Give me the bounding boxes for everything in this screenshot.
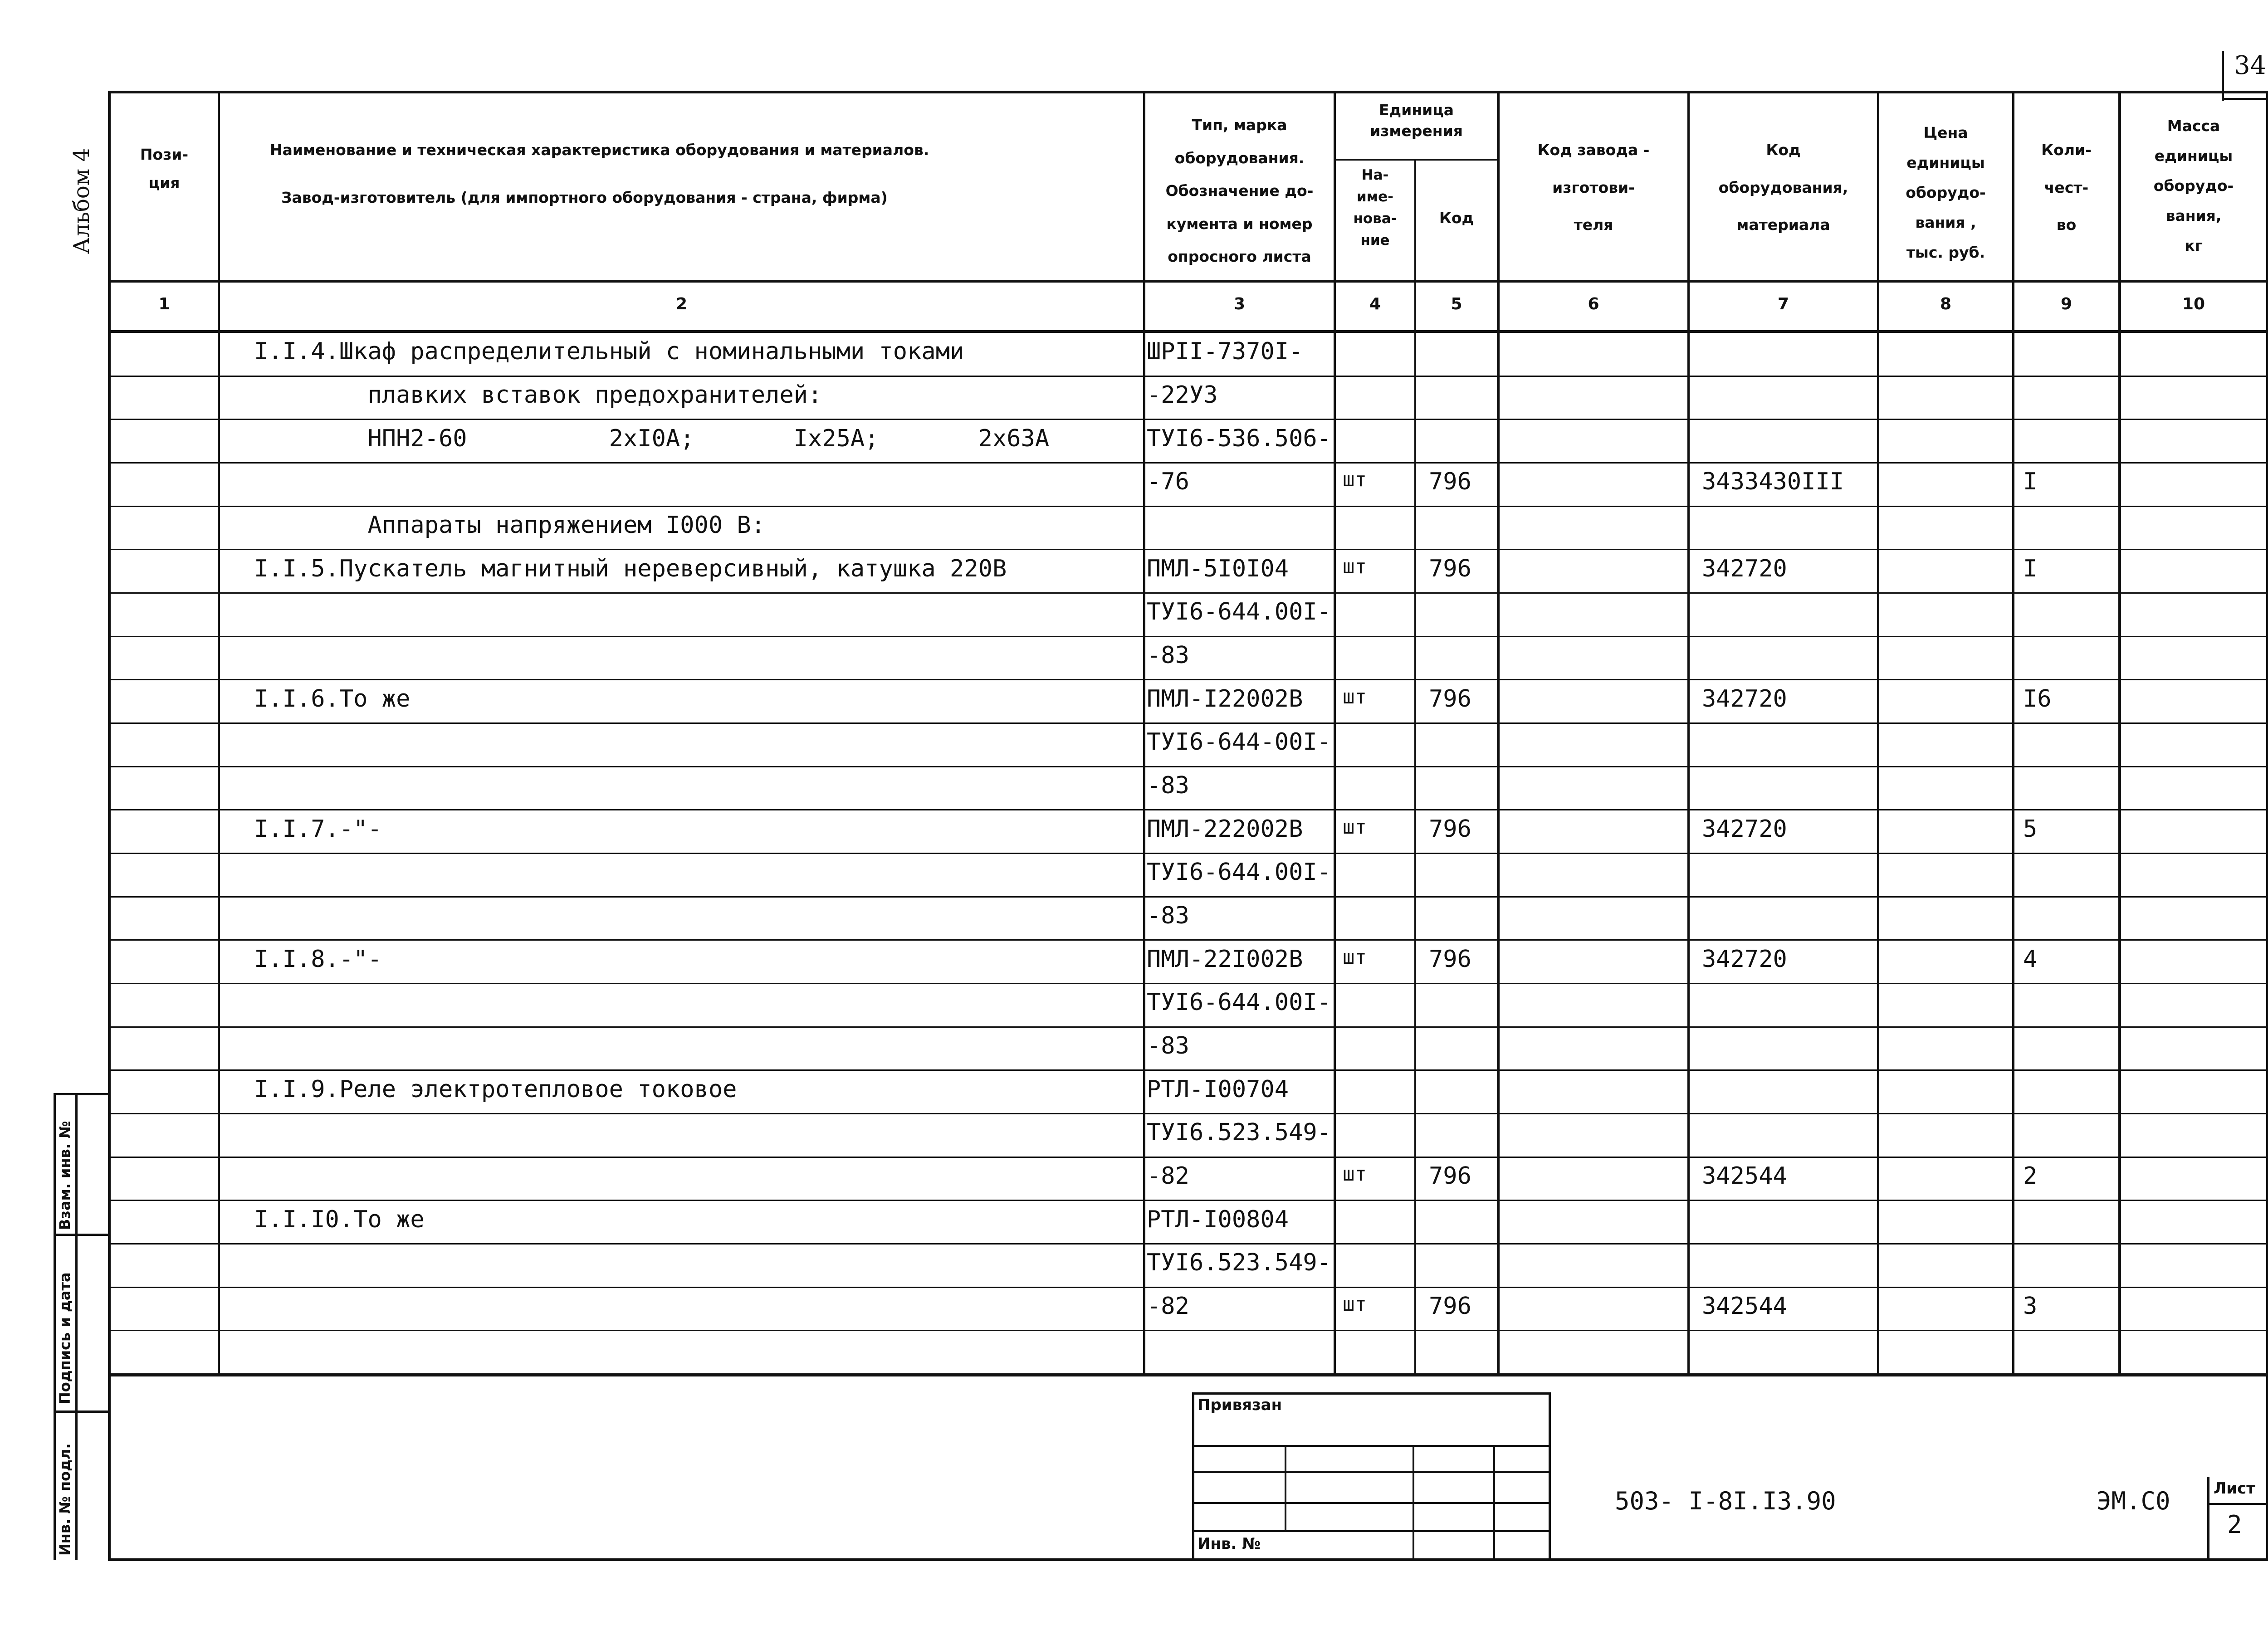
header-quantity: Коли- чест- во — [2041, 141, 2092, 234]
column-number: 4 — [1369, 295, 1381, 313]
header-mass: Масса единицы оборудо- вания, кг — [2153, 117, 2234, 254]
item-type: ПМЛ-5I0I04 — [1147, 555, 1289, 582]
item-type: -76 — [1147, 468, 1189, 495]
item-name: I.I.9.Реле электротепловое токовое — [254, 1076, 737, 1103]
item-type: ТУI6-644.00I- — [1147, 598, 1331, 625]
quantity: I — [2023, 555, 2038, 582]
item-name: I.I.4.Шкаф распределительный с номинальными токами — [254, 338, 964, 365]
item-name: I.I.I0.То же — [254, 1206, 425, 1233]
column-number: 9 — [2060, 295, 2072, 313]
header-plant-code: Код завода - изготови- теля — [1537, 141, 1650, 234]
unit-code: 796 — [1429, 468, 1471, 495]
equipment-code: 342544 — [1702, 1293, 1787, 1320]
column-number: 6 — [1588, 295, 1599, 313]
item-type: ПМЛ-222002В — [1147, 815, 1303, 843]
equipment-code: 342720 — [1702, 555, 1787, 582]
item-type: ПМЛ-22I002В — [1147, 946, 1303, 973]
quantity: I6 — [2023, 685, 2052, 713]
inv-no-label: Инв. № — [1198, 1535, 1261, 1553]
side-label-vzam: Взам. инв. № — [56, 1121, 73, 1230]
unit-name: шт — [1343, 685, 1367, 708]
item-type: ТУI6-644-00I- — [1147, 728, 1331, 756]
header-position: Пози- ция — [140, 146, 189, 192]
item-type: ТУI6-644.00I- — [1147, 859, 1331, 886]
header-equipment-code: Код оборудования, материала — [1718, 141, 1848, 234]
column-number: 3 — [1233, 295, 1246, 313]
item-type: -83 — [1147, 772, 1189, 799]
unit-code: 796 — [1429, 1293, 1471, 1320]
item-type: ТУI6-644.00I- — [1147, 989, 1331, 1016]
column-number: 8 — [1940, 295, 1952, 313]
sheet-number-top: 34 — [2234, 51, 2267, 80]
item-type: -82 — [1147, 1162, 1189, 1190]
sheet-value: 2 — [2227, 1510, 2242, 1539]
unit-code: 796 — [1429, 685, 1471, 713]
quantity: 4 — [2023, 946, 2038, 973]
unit-name: шт — [1343, 555, 1367, 578]
unit-name: шт — [1343, 815, 1367, 839]
item-type: ТУI6.523.549- — [1147, 1249, 1331, 1276]
equipment-code: 3433430III — [1702, 468, 1844, 495]
item-type: -83 — [1147, 1032, 1189, 1059]
document-code: 503- I-8I.I3.90 — [1615, 1487, 1836, 1515]
item-type: -22У3 — [1147, 381, 1218, 409]
header-unit-group: Единица измерения — [1370, 101, 1463, 140]
header-name-line1: Наименование и техническая характеристика оборудования и материалов. — [270, 141, 929, 159]
item-name: НПН2-60 2xI0A; Ix25A; 2x63A — [254, 425, 1050, 452]
item-type: РТЛ-I00704 — [1147, 1076, 1289, 1103]
document-mark: ЭМ.С0 — [2097, 1487, 2170, 1515]
item-name: плавких вставок предохранителей: — [254, 381, 822, 409]
item-type: ПМЛ-I22002В — [1147, 685, 1303, 713]
quantity: 3 — [2023, 1293, 2038, 1320]
unit-code: 796 — [1429, 1162, 1471, 1190]
privyazan-label: Привязан — [1198, 1396, 1282, 1414]
sheet-number-underline — [2222, 98, 2268, 100]
header-unit-name: На- име- нова- ние — [1353, 167, 1397, 249]
unit-code: 796 — [1429, 815, 1471, 843]
item-type: -82 — [1147, 1293, 1189, 1320]
quantity: 2 — [2023, 1162, 2038, 1190]
column-number: 1 — [158, 295, 170, 313]
item-name: Аппараты напряжением I000 В: — [254, 512, 766, 539]
header-price: Цена единицы оборудо- вания , тыс. руб. — [1906, 124, 1986, 261]
equipment-code: 342544 — [1702, 1162, 1787, 1190]
equipment-code: 342720 — [1702, 815, 1787, 843]
album-label: Альбом 4 — [69, 148, 94, 254]
item-type: ТУI6.523.549- — [1147, 1119, 1331, 1146]
item-type: -83 — [1147, 902, 1189, 929]
equipment-code: 342720 — [1702, 946, 1787, 973]
header-type: Тип, марка оборудования. Обозначение до- кумента и номер опросного листа — [1165, 116, 1314, 266]
header-unit-code: Код — [1439, 209, 1474, 227]
unit-name: шт — [1343, 468, 1367, 491]
unit-name: шт — [1343, 1162, 1367, 1186]
column-number: 10 — [2182, 295, 2205, 313]
unit-name: шт — [1343, 1293, 1367, 1316]
unit-name: шт — [1343, 946, 1367, 969]
equipment-code: 342720 — [1702, 685, 1787, 713]
item-type: ТУI6-536.506- — [1147, 425, 1331, 452]
header-name-line2: Завод-изготовитель (для импортного оборудования - страна, фирма) — [281, 189, 888, 206]
column-number: 2 — [675, 295, 688, 313]
item-type: -83 — [1147, 642, 1189, 669]
quantity: I — [2023, 468, 2038, 495]
item-name: I.I.8.-"- — [254, 946, 382, 973]
item-name: I.I.5.Пускатель магнитный нереверсивный, катушка 220В — [254, 555, 1007, 582]
column-number: 5 — [1451, 295, 1462, 313]
side-label-podpis: Подпись и дата — [56, 1272, 73, 1404]
item-name: I.I.6.То же — [254, 685, 411, 713]
quantity: 5 — [2023, 815, 2038, 843]
unit-code: 796 — [1429, 555, 1471, 582]
unit-code: 796 — [1429, 946, 1471, 973]
item-name: I.I.7.-"- — [254, 815, 382, 843]
item-type: РТЛ-I00804 — [1147, 1206, 1289, 1233]
item-type: ШРII-7370I- — [1147, 338, 1303, 365]
side-label-inv-podl: Инв. № подл. — [56, 1443, 73, 1556]
column-number: 7 — [1777, 295, 1789, 313]
sheet-label: Лист — [2214, 1479, 2255, 1498]
